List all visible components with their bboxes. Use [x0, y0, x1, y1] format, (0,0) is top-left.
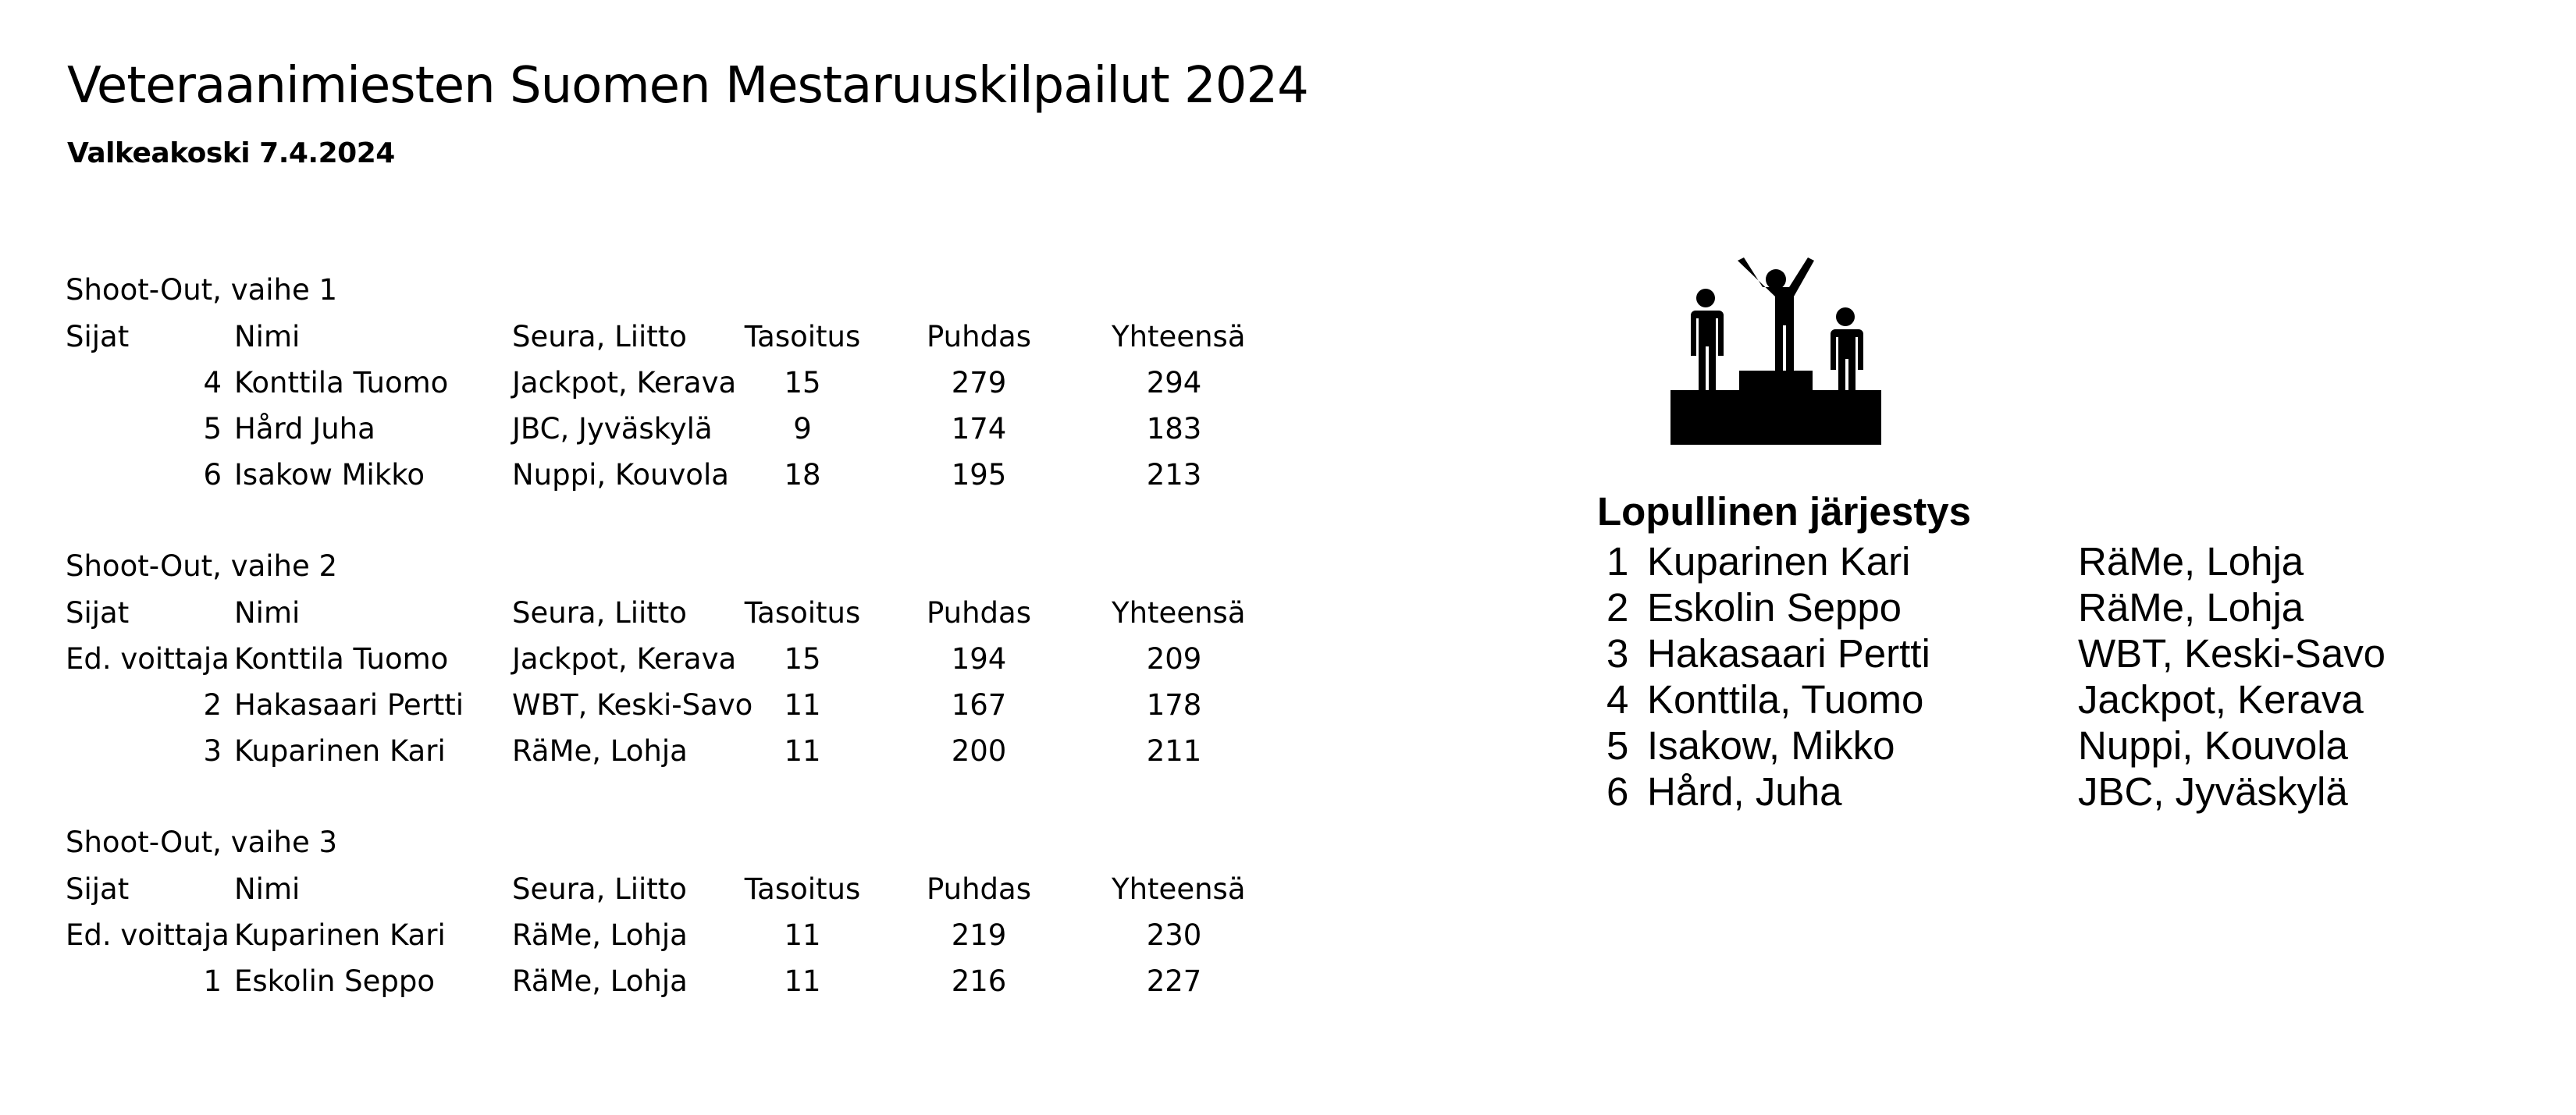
cell-name: Kuparinen Kari: [234, 734, 446, 768]
cell-total: 183: [1146, 412, 1202, 446]
cell-name: Eskolin Seppo: [234, 964, 436, 998]
col-header-total: Yhteensä: [1112, 596, 1246, 630]
cell-rank: 1: [203, 964, 222, 998]
table-row: [66, 636, 1299, 682]
cell-name: Isakow Mikko: [234, 458, 425, 492]
col-header-name: Nimi: [234, 320, 301, 353]
final-position: 3: [1606, 631, 1629, 676]
cell-total: 294: [1146, 366, 1202, 399]
cell-rank: 6: [203, 458, 222, 492]
final-club: WBT, Keski-Savo: [2078, 631, 2386, 676]
table-header-row: [66, 590, 1299, 636]
cell-scratch: 200: [951, 734, 1007, 768]
page-subtitle: Valkeakoski 7.4.2024: [67, 137, 395, 169]
cell-club: JBC, Jyväskylä: [512, 412, 713, 446]
list-item: [1597, 630, 2534, 676]
cell-handicap: 11: [784, 964, 821, 998]
cell-total: 227: [1146, 964, 1202, 998]
col-header-club: Seura, Liitto: [512, 596, 687, 630]
final-position: 1: [1606, 539, 1629, 584]
cell-scratch: 195: [951, 458, 1007, 492]
final-club: RäMe, Lohja: [2078, 585, 2304, 630]
final-position: 6: [1606, 769, 1629, 814]
col-header-handicap: Tasoitus: [744, 872, 861, 906]
col-header-total: Yhteensä: [1112, 320, 1246, 353]
cell-rank: 2: [203, 688, 222, 722]
cell-name: Konttila Tuomo: [234, 366, 449, 399]
final-name: Hakasaari Pertti: [1647, 631, 1930, 676]
cell-rank: Ed. voittaja: [66, 642, 229, 676]
table-row: [66, 360, 1299, 406]
cell-name: Hakasaari Pertti: [234, 688, 464, 722]
cell-club: RäMe, Lohja: [512, 964, 688, 998]
col-header-rank: Sijat: [66, 320, 130, 353]
list-item: [1597, 584, 2534, 630]
cell-club: WBT, Keski-Savo: [512, 688, 753, 722]
final-club: RäMe, Lohja: [2078, 539, 2304, 584]
col-header-rank: Sijat: [66, 596, 130, 630]
final-name: Hård, Juha: [1647, 769, 1842, 814]
col-header-scratch: Puhdas: [927, 596, 1031, 630]
col-header-handicap: Tasoitus: [744, 596, 861, 630]
cell-club: RäMe, Lohja: [512, 918, 688, 952]
cell-scratch: 219: [951, 918, 1007, 952]
cell-scratch: 194: [951, 642, 1007, 676]
table-row: [66, 728, 1299, 774]
cell-name: Hård Juha: [234, 412, 375, 446]
cell-scratch: 167: [951, 688, 1007, 722]
cell-handicap: 11: [784, 688, 821, 722]
cell-club: RäMe, Lohja: [512, 734, 688, 768]
final-name: Eskolin Seppo: [1647, 585, 1902, 630]
table-row: [66, 406, 1299, 452]
col-header-scratch: Puhdas: [927, 320, 1031, 353]
stage-title: Shoot-Out, vaihe 1: [66, 273, 338, 307]
cell-name: Konttila Tuomo: [234, 642, 449, 676]
cell-rank: 4: [203, 366, 222, 399]
page-title: Veteraanimiesten Suomen Mestaruuskilpailut 2024: [67, 57, 1308, 115]
cell-rank: 5: [203, 412, 222, 446]
cell-scratch: 216: [951, 964, 1007, 998]
table-row: [66, 912, 1299, 958]
col-header-scratch: Puhdas: [927, 872, 1031, 906]
stage-title: Shoot-Out, vaihe 3: [66, 826, 338, 859]
col-header-club: Seura, Liitto: [512, 872, 687, 906]
cell-total: 211: [1146, 734, 1202, 768]
cell-club: Jackpot, Kerava: [512, 642, 737, 676]
cell-total: 209: [1146, 642, 1202, 676]
cell-total: 213: [1146, 458, 1202, 492]
col-header-handicap: Tasoitus: [744, 320, 861, 353]
table-row: [66, 682, 1299, 728]
stage-table: [66, 543, 1299, 774]
cell-handicap: 18: [784, 458, 821, 492]
cell-handicap: 15: [784, 642, 821, 676]
final-name: Kuparinen Kari: [1647, 539, 1911, 584]
list-item: [1597, 538, 2534, 584]
cell-club: Nuppi, Kouvola: [512, 458, 729, 492]
final-club: JBC, Jyväskylä: [2078, 769, 2348, 814]
cell-club: Jackpot, Kerava: [512, 366, 737, 399]
col-header-name: Nimi: [234, 596, 301, 630]
cell-handicap: 9: [793, 412, 812, 446]
final-position: 5: [1606, 723, 1629, 768]
cell-total: 178: [1146, 688, 1202, 722]
col-header-total: Yhteensä: [1112, 872, 1246, 906]
col-header-rank: Sijat: [66, 872, 130, 906]
cell-name: Kuparinen Kari: [234, 918, 446, 952]
final-club: Nuppi, Kouvola: [2078, 723, 2348, 768]
final-position: 4: [1606, 677, 1629, 722]
table-row: [66, 958, 1299, 1004]
cell-handicap: 15: [784, 366, 821, 399]
list-item: [1597, 723, 2534, 769]
col-header-club: Seura, Liitto: [512, 320, 687, 353]
final-name: Konttila, Tuomo: [1647, 677, 1924, 722]
stage-title: Shoot-Out, vaihe 2: [66, 549, 338, 583]
table-header-row: [66, 314, 1299, 360]
list-item: [1597, 769, 2534, 815]
final-standings: [1597, 485, 2534, 815]
stage-table: [66, 267, 1299, 498]
cell-scratch: 174: [951, 412, 1007, 446]
stage-table: [66, 819, 1299, 1004]
final-name: Isakow, Mikko: [1647, 723, 1895, 768]
cell-total: 230: [1146, 918, 1202, 952]
podium-icon: [1670, 257, 1881, 445]
final-position: 2: [1606, 585, 1629, 630]
cell-handicap: 11: [784, 734, 821, 768]
table-header-row: [66, 866, 1299, 912]
cell-rank: 3: [203, 734, 222, 768]
col-header-name: Nimi: [234, 872, 301, 906]
final-club: Jackpot, Kerava: [2078, 677, 2364, 722]
cell-rank: Ed. voittaja: [66, 918, 229, 952]
cell-handicap: 11: [784, 918, 821, 952]
cell-scratch: 279: [951, 366, 1007, 399]
table-row: [66, 452, 1299, 498]
list-item: [1597, 676, 2534, 723]
final-standings-title: Lopullinen järjestys: [1597, 489, 1971, 534]
